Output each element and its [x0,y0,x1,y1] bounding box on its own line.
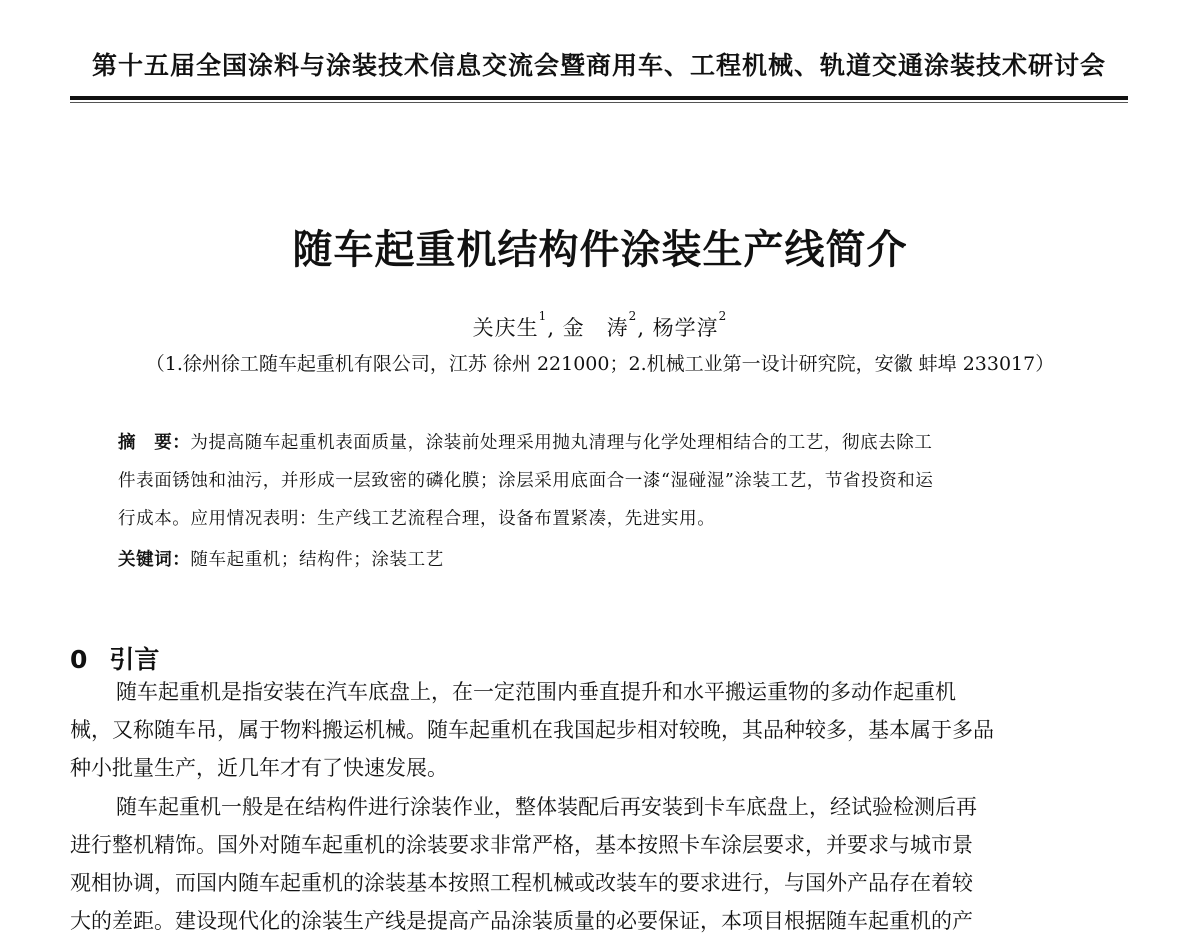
abstract-line: 行成本。应用情况表明：生产线工艺流程合理，设备布置紧凑，先进实用。 [118,509,716,529]
section-title: 引言 [109,645,160,674]
body-line: 随车起重机是指安装在汽车底盘上，在一定范围内垂直提升和水平搬运重物的多动作起重机 [116,680,956,704]
paper-title: 随车起重机结构件涂装生产线简介 [292,227,908,273]
author-affiliation-mark: 2 [718,309,728,323]
author-affiliation-mark: 2 [628,309,638,323]
affiliations: （1.徐州徐工随车起重机有限公司，江苏 徐州 221000；2.机械工业第一设计研究院，安徽 蚌埠 233017） [145,353,1055,375]
author-name: 金 涛 [562,316,629,340]
author-list: 关庆生$^1$, 金 涛$^2$, 杨学淳$^2$ [472,309,728,340]
abstract-line: 件表面锈蚀和油污，并形成一层致密的磷化膜；涂层采用底面合一漆“湿碰湿”涂装工艺，节省投资和运 [118,471,934,491]
body-line: 种小批量生产，近几年才有了快速发展。 [70,756,448,781]
body-line: 大的差距。建设现代化的涂装生产线是提高产品涂装质量的必要保证，本项目根据随车起重机的产 [70,909,973,934]
header-rule [70,96,1128,100]
abstract-label: 摘 要： [118,433,191,453]
author-name: 关庆生 [472,316,539,340]
body-line: 随车起重机一般是在结构件进行涂装作业，整体装配后再安装到卡车底盘上，经试验检测后再 [116,794,977,819]
author-affiliation-mark: 1 [538,309,548,323]
body-text [70,673,1130,940]
body-line: 进行整机精饰。国外对随车起重机的涂装要求非常严格，基本按照卡车涂层要求，并要求与城市景 [70,832,973,857]
abstract-line [118,424,1090,462]
abstract [118,424,1090,538]
header-rule-thin [70,102,1128,103]
section-number: 0 [70,645,88,674]
section-heading [70,640,159,676]
running-header: 第十五届全国涂料与涂装技术信息交流会暨商用车、工程机械、轨道交通涂装技术研讨会 [91,51,1106,80]
keywords [118,546,1090,571]
body-line: 观相协调，而国内随车起重机的涂装基本按照工程机械或改装车的要求进行，与国外产品存在着较 [70,870,973,895]
keywords-label: 关键词： [118,550,191,570]
keywords-text: 随车起重机；结构件；涂装工艺 [190,550,444,570]
author-name: 杨学淳 [652,316,719,340]
abstract-text: 为提高随车起重机表面质量，涂装前处理采用抛丸清理与化学处理相结合的工艺，彻底去除工 [190,433,933,453]
body-line: 械，又称随车吊，属于物料搬运机械。随车起重机在我国起步相对较晚，其品种较多，基本属于多品 [70,718,994,743]
